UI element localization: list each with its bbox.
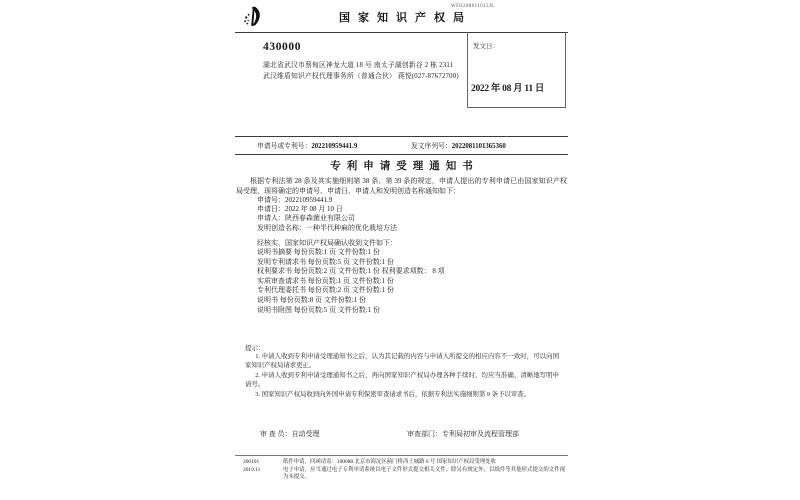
confirmation-line: 经核实，国家知识产权局确认收到文件如下： — [257, 239, 397, 247]
postal-code: 430000 — [263, 41, 302, 53]
document-item: 说明书附图 每份页数:5 页 文件份数:1 份 — [257, 305, 380, 314]
field-label: 申请日： — [257, 205, 285, 214]
issue-date-value: 2022 年 08 月 11 日 — [471, 84, 545, 94]
document-item: 专利代理委托书 每份页数:2 页 文件份数:1 份 — [257, 286, 394, 295]
notes-list — [245, 352, 559, 399]
department-value: 专利局初审及流程管理部 — [442, 430, 519, 438]
field-value: 2022 年 08 月 10 日 — [285, 205, 343, 214]
application-number-band — [235, 140, 568, 152]
serial-number-label: 发文序列号： — [411, 143, 452, 150]
serial-number-group — [411, 140, 506, 150]
notes-title: 提示： — [245, 345, 265, 352]
band-divider-bottom — [235, 154, 568, 155]
field-label: 发明创造名称： — [257, 223, 306, 232]
issue-date-box — [467, 32, 566, 108]
examiner-value: 自动受理 — [291, 430, 320, 438]
examiner-group — [260, 429, 320, 439]
footer-text: 电子申请，应当通过电子专利申请系统以电子文件形式提交相关文件。除另有规定外，以纸件等其他形式提交的文件视为未提交。 — [283, 467, 565, 481]
serial-number-value: 2022081101365360 — [451, 143, 506, 150]
notice-title: 专利申请受理通知书 — [330, 161, 479, 172]
field-value: 一种半代种麻的优化栽培方法 — [306, 223, 397, 232]
document-item: 说明书 每份页数:8 页 文件份数:1 份 — [257, 295, 366, 304]
footer-notes — [243, 459, 565, 482]
application-number-value: 202210959441.9 — [311, 143, 358, 150]
barcode-serial-text: WD2208011013JL — [451, 4, 495, 9]
field-invention-title — [257, 224, 397, 233]
field-label: 申请号： — [257, 196, 285, 204]
document-item: 权利要求书 每份页数:2 页 文件份数:1 份 权利要求项数： 8 项 — [257, 267, 445, 276]
intro-paragraph: 根据专利法第 28 条及其实施细则第 38 条、第 39 条的规定，申请人提出的专利申请已由国家知识产权局受理，现将确定的申请号、申请日、申请人和发明创造名称通知如下： — [236, 177, 567, 195]
note-item: 2. 申请人收到专利申请受理通知书之后，再向国家知识产权局办理各种手续时，均应当准确、清晰地写明申请号。 — [245, 371, 559, 389]
note-item: 3. 国家知识产权局收到向外国申请专利保密审查请求书后，依据专利法实施细则第 9 条予以审查。 — [255, 390, 531, 398]
field-label: 申请人： — [257, 214, 285, 223]
field-applicant — [257, 214, 397, 223]
footer-divider — [235, 455, 568, 456]
footer-text: 纸件申请，回函请寄：100088 北京市海淀区蓟门桥西土城路 6 号 国家知识产权局受理处收 — [283, 459, 496, 465]
document-item: 说明书摘要 每份页数:1 页 文件份数:1 份 — [257, 248, 380, 256]
application-number-label: 申请号或专利号： — [257, 143, 312, 150]
note-item: 1. 申请人收到专利申请受理通知书之后，认为其记载的内容与申请人所提交的相应内容不一致时，可以向国家知识产权局请求更正。 — [245, 353, 559, 370]
field-value: 陕西春森菌业有限公司 — [285, 214, 355, 223]
band-divider-top — [235, 136, 568, 137]
received-documents-list — [257, 248, 445, 315]
field-value: 202210959441.9 — [285, 196, 333, 204]
department-group — [407, 429, 519, 439]
footer-code: 200101 — [243, 459, 260, 465]
issue-date-label: 发文日： — [473, 43, 499, 50]
department-label: 审查部门： — [407, 430, 442, 438]
footer-code: 2019.11 — [243, 467, 261, 474]
document-item: 发明专利请求书 每份页数:5 页 文件份数:1 份 — [257, 257, 394, 266]
application-fields — [257, 196, 397, 233]
examiner-label: 审 查 员： — [260, 430, 292, 438]
document-item: 实质审查请求书 每份页数:1 页 文件份数:1 份 — [257, 276, 394, 285]
application-number-group — [257, 140, 357, 150]
field-app-no — [257, 196, 397, 205]
agency-title: 国家知识产权局 — [339, 12, 472, 24]
document-content — [235, 0, 568, 500]
recipient-agency: 武汉维盾知识产权代理事务所（普通合伙） 蒋悦(027-87672700) — [263, 73, 459, 80]
recipient-address: 湖北省武汉市蔡甸区神龙大道 18 号 南太子湖创新谷 2 栋 2311 — [263, 62, 454, 69]
